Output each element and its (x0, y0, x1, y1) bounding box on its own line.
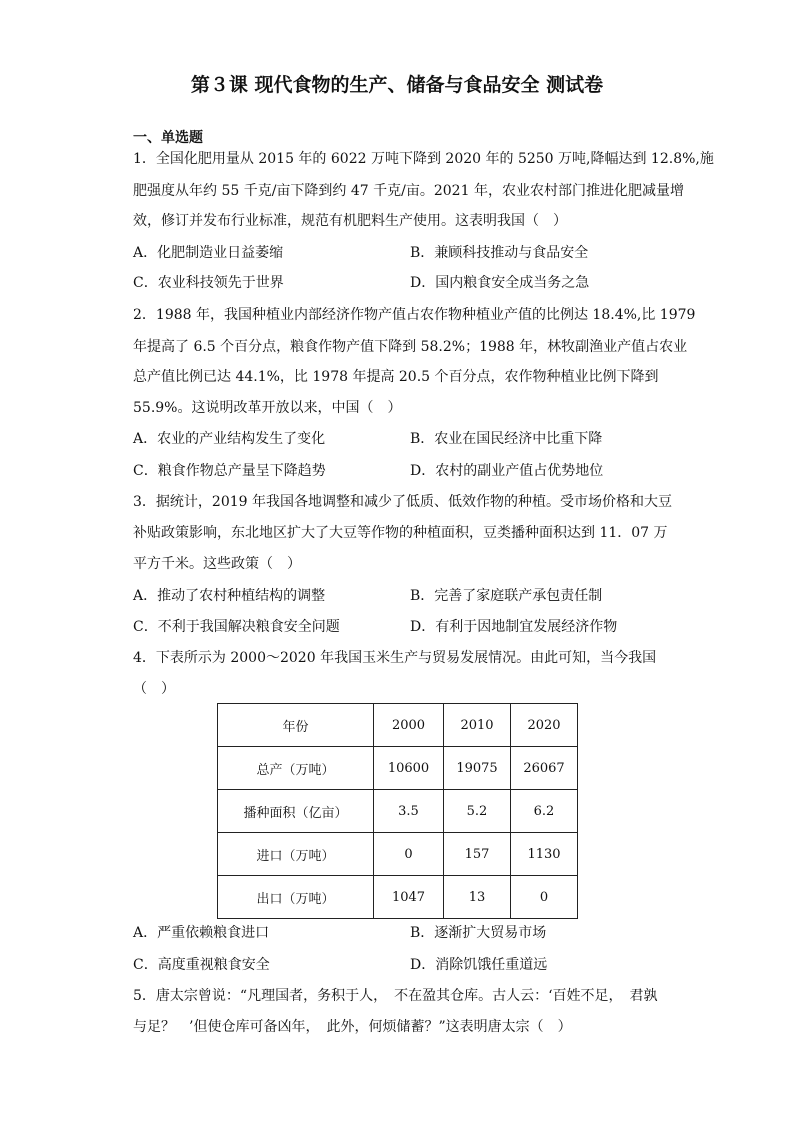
question-2-line-2: 年提高了 6.5 个百分点，粮食作物产值下降到 58.2%；1988 年，林牧副渔业产值占农业 (133, 339, 688, 355)
question-3-line-3: 平方千米。这些政策（ ） (133, 556, 301, 572)
table-cell: 0 (374, 833, 444, 876)
corn-production-table (217, 703, 578, 919)
table-cell: 1130 (511, 833, 578, 876)
table-cell: 1047 (374, 876, 444, 919)
question-1-line-2: 肥强度从年约 55 千克/亩下降到约 47 千克/亩。2021 年，农业农村部门推进化肥减量增 (133, 183, 684, 199)
question-4-option-d[interactable]: D．消除饥饿任重道远 (410, 957, 548, 973)
table-cell: 157 (444, 833, 511, 876)
question-2-option-c[interactable]: C．粮食作物总产量呈下降趋势 (133, 463, 326, 479)
question-3-line-1: 3．据统计，2019 年我国各地调整和减少了低质、低效作物的种植。受市场价格和大豆 (133, 494, 672, 510)
question-4-option-c[interactable]: C．高度重视粮食安全 (133, 957, 270, 973)
question-2-option-a[interactable]: A．农业的产业结构发生了变化 (133, 431, 326, 447)
table-row (218, 833, 578, 876)
table-cell: 进口（万吨） (218, 833, 374, 876)
table-header-cell: 2010 (444, 704, 511, 747)
table-cell: 13 (444, 876, 511, 919)
question-1-option-d[interactable]: D．国内粮食安全成当务之急 (410, 275, 590, 291)
table-cell: 3.5 (374, 790, 444, 833)
table-cell: 总产（万吨） (218, 747, 374, 790)
question-3-option-d[interactable]: D．有利于因地制宜发展经济作物 (410, 619, 618, 635)
question-4-option-b[interactable]: B．逐渐扩大贸易市场 (410, 925, 547, 941)
question-1-line-1: 1．全国化肥用量从 2015 年的 6022 万吨下降到 2020 年的 5250 万吨,降幅达到 12.8%,施 (133, 151, 714, 167)
question-3-option-b[interactable]: B．完善了家庭联产承包责任制 (410, 588, 603, 604)
question-3-line-2: 补贴政策影响，东北地区扩大了大豆等作物的种植面积，豆类播种面积达到 11．07 万 (133, 525, 668, 541)
table-cell: 5.2 (444, 790, 511, 833)
table-row (218, 876, 578, 919)
question-1-option-c[interactable]: C．农业科技领先于世界 (133, 275, 284, 291)
table-cell: 6.2 (511, 790, 578, 833)
question-5-line-2: 与足？ ’但使仓库可备凶年， 此外，何烦储蓄？”这表明唐太宗（ ） (133, 1019, 572, 1035)
table-header-cell: 年份 (218, 704, 374, 747)
table-cell: 出口（万吨） (218, 876, 374, 919)
question-2-line-4: 55.9%。这说明改革开放以来，中国（ ） (133, 400, 402, 416)
question-1-option-b[interactable]: B．兼顾科技推动与食品安全 (410, 245, 589, 261)
table-header-cell: 2000 (374, 704, 444, 747)
question-1-line-3: 效，修订并发布行业标准，规范有机肥料生产使用。这表明我国（ ） (133, 213, 567, 229)
table-cell: 播种面积（亿亩） (218, 790, 374, 833)
question-1-option-a[interactable]: A．化肥制造业日益萎缩 (133, 245, 284, 261)
table-header-row (218, 704, 578, 747)
table-cell: 0 (511, 876, 578, 919)
table-row (218, 747, 578, 790)
question-2-option-b[interactable]: B．农业在国民经济中比重下降 (410, 431, 603, 447)
table-cell: 26067 (511, 747, 578, 790)
question-3-option-c[interactable]: C．不利于我国解决粮食安全问题 (133, 619, 340, 635)
table-row (218, 790, 578, 833)
table-cell: 19075 (444, 747, 511, 790)
question-3-option-a[interactable]: A．推动了农村种植结构的调整 (133, 588, 326, 604)
table-cell: 10600 (374, 747, 444, 790)
question-2-option-d[interactable]: D．农村的副业产值占优势地位 (410, 463, 604, 479)
question-4-option-a[interactable]: A．严重依赖粮食进口 (133, 925, 270, 941)
question-4-line-2: （ ） (133, 681, 175, 697)
question-2-line-1: 2．1988 年，我国种植业内部经济作物产值占农作物种植业产值的比例达 18.4%,比 1979 (133, 307, 696, 323)
table-header-cell: 2020 (511, 704, 578, 747)
question-4-line-1: 4．下表所示为 2000～2020 年我国玉米生产与贸易发展情况。由此可知，当今我国 (133, 650, 657, 666)
question-2-line-3: 总产值比例已达 44.1%，比 1978 年提高 20.5 个百分点，农作物种植业比例下降到 (133, 369, 659, 385)
section-heading: 一、单选题 (133, 130, 203, 146)
question-5-line-1: 5．唐太宗曾说：“凡理国者，务积于人， 不在盈其仓库。古人云：‘百姓不足， 君孰 (133, 988, 658, 1004)
page-title: 第３课 现代食物的生产、储备与食品安全 测试卷 (190, 74, 604, 96)
